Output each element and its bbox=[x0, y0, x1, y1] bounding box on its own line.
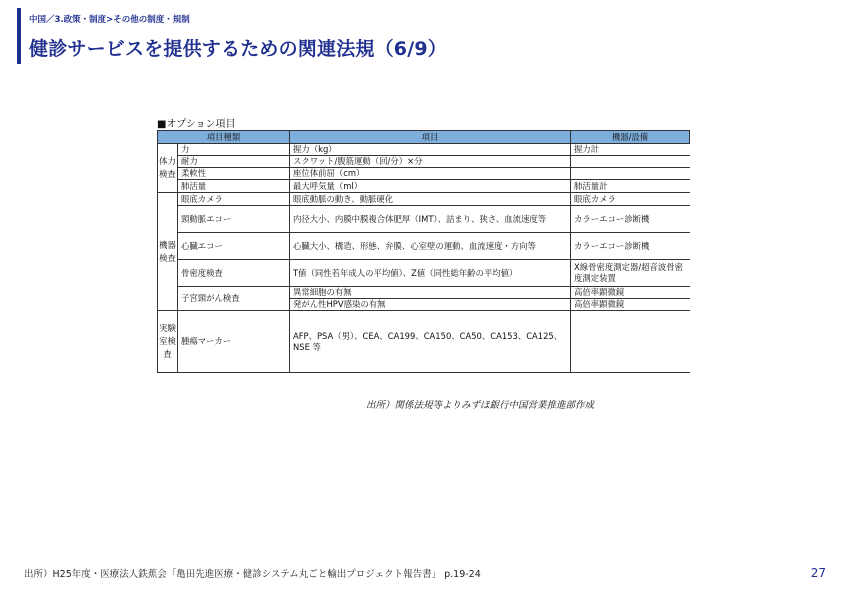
table-header-row bbox=[158, 131, 690, 144]
row-item: 握力（kg） bbox=[290, 144, 571, 156]
row-item: 眼底動脈の動き、動脈硬化 bbox=[290, 193, 571, 206]
table-row bbox=[158, 180, 690, 193]
row-type: 腫瘍マーカー bbox=[178, 311, 290, 373]
row-type: 柔軟性 bbox=[178, 168, 290, 180]
row-item: 最大呼気量（ml） bbox=[290, 180, 571, 193]
title-accent-bar bbox=[17, 8, 21, 64]
header-equipment: 機器/設備 bbox=[571, 131, 690, 144]
table-row bbox=[158, 206, 690, 233]
row-item: T値（同性若年成人の平均値）、Z値（同性総年齢の平均値） bbox=[290, 260, 571, 287]
row-equipment bbox=[571, 156, 690, 168]
table-row bbox=[158, 287, 690, 299]
row-type: 耐力 bbox=[178, 156, 290, 168]
row-type: 肺活量 bbox=[178, 180, 290, 193]
row-item: 異常細胞の有無 bbox=[290, 287, 571, 299]
row-item: AFP、PSA（男）、CEA、CA199、CA150、CA50、CA153、CA125、NSE 等 bbox=[290, 311, 571, 373]
table-row bbox=[158, 156, 690, 168]
table-caption: ■オプション項目 bbox=[157, 119, 236, 130]
table-row bbox=[158, 260, 690, 287]
row-type: 骨密度検査 bbox=[178, 260, 290, 287]
row-item: スクワット/腹筋運動（回/分）×分 bbox=[290, 156, 571, 168]
row-equipment: X線骨密度測定器/超音波骨密度測定装置 bbox=[571, 260, 690, 287]
row-type: 子宮頸がん検査 bbox=[178, 287, 290, 311]
table-row bbox=[158, 233, 690, 260]
header-category: 項目種類 bbox=[158, 131, 290, 144]
table-row bbox=[158, 311, 690, 373]
page-title: 健診サービスを提供するための関連法規（6/9） bbox=[29, 38, 447, 60]
row-item: 心臓大小、構造、形態、弁膜、心室壁の運動、血流速度・方向等 bbox=[290, 233, 571, 260]
header-item: 項目 bbox=[290, 131, 571, 144]
group-device: 機器検査 bbox=[158, 193, 178, 311]
row-equipment: 高倍率顕微鏡 bbox=[571, 299, 690, 311]
row-equipment: カラーエコー診断機 bbox=[571, 233, 690, 260]
row-equipment bbox=[571, 311, 690, 373]
row-type: 力 bbox=[178, 144, 290, 156]
group-physical: 体力検査 bbox=[158, 144, 178, 193]
option-items-table-wrap bbox=[157, 130, 689, 373]
page-number: 27 bbox=[810, 566, 826, 580]
row-equipment: 肺活量計 bbox=[571, 180, 690, 193]
row-equipment bbox=[571, 168, 690, 180]
row-equipment: カラーエコー診断機 bbox=[571, 206, 690, 233]
table-row bbox=[158, 168, 690, 180]
table-source-note: 出所）関係法規等よりみずほ銀行中国営業推進部作成 bbox=[366, 400, 595, 411]
row-equipment: 眼底カメラ bbox=[571, 193, 690, 206]
row-item: 座位体前屈（cm） bbox=[290, 168, 571, 180]
row-type: 眼底カメラ bbox=[178, 193, 290, 206]
row-equipment: 握力計 bbox=[571, 144, 690, 156]
row-type: 心臓エコー bbox=[178, 233, 290, 260]
row-item: 内径大小、内膜中膜複合体肥厚（IMT）、詰まり、狭さ、血流速度等 bbox=[290, 206, 571, 233]
row-equipment: 高倍率顕微鏡 bbox=[571, 287, 690, 299]
row-item: 発がん性HPV感染の有無 bbox=[290, 299, 571, 311]
table-row bbox=[158, 144, 690, 156]
row-type: 頸動脈エコー bbox=[178, 206, 290, 233]
group-lab: 実験室検査 bbox=[158, 311, 178, 373]
footer-source-note: 出所）H25年度・医療法人鉄蕉会「亀田先進医療・健診システム丸ごと輸出プロジェクト報告書」 p.19-24 bbox=[24, 569, 481, 580]
breadcrumb: 中国／3.政策・制度>その他の制度・規制 bbox=[29, 15, 190, 25]
table-row bbox=[158, 193, 690, 206]
option-items-table bbox=[157, 130, 690, 373]
